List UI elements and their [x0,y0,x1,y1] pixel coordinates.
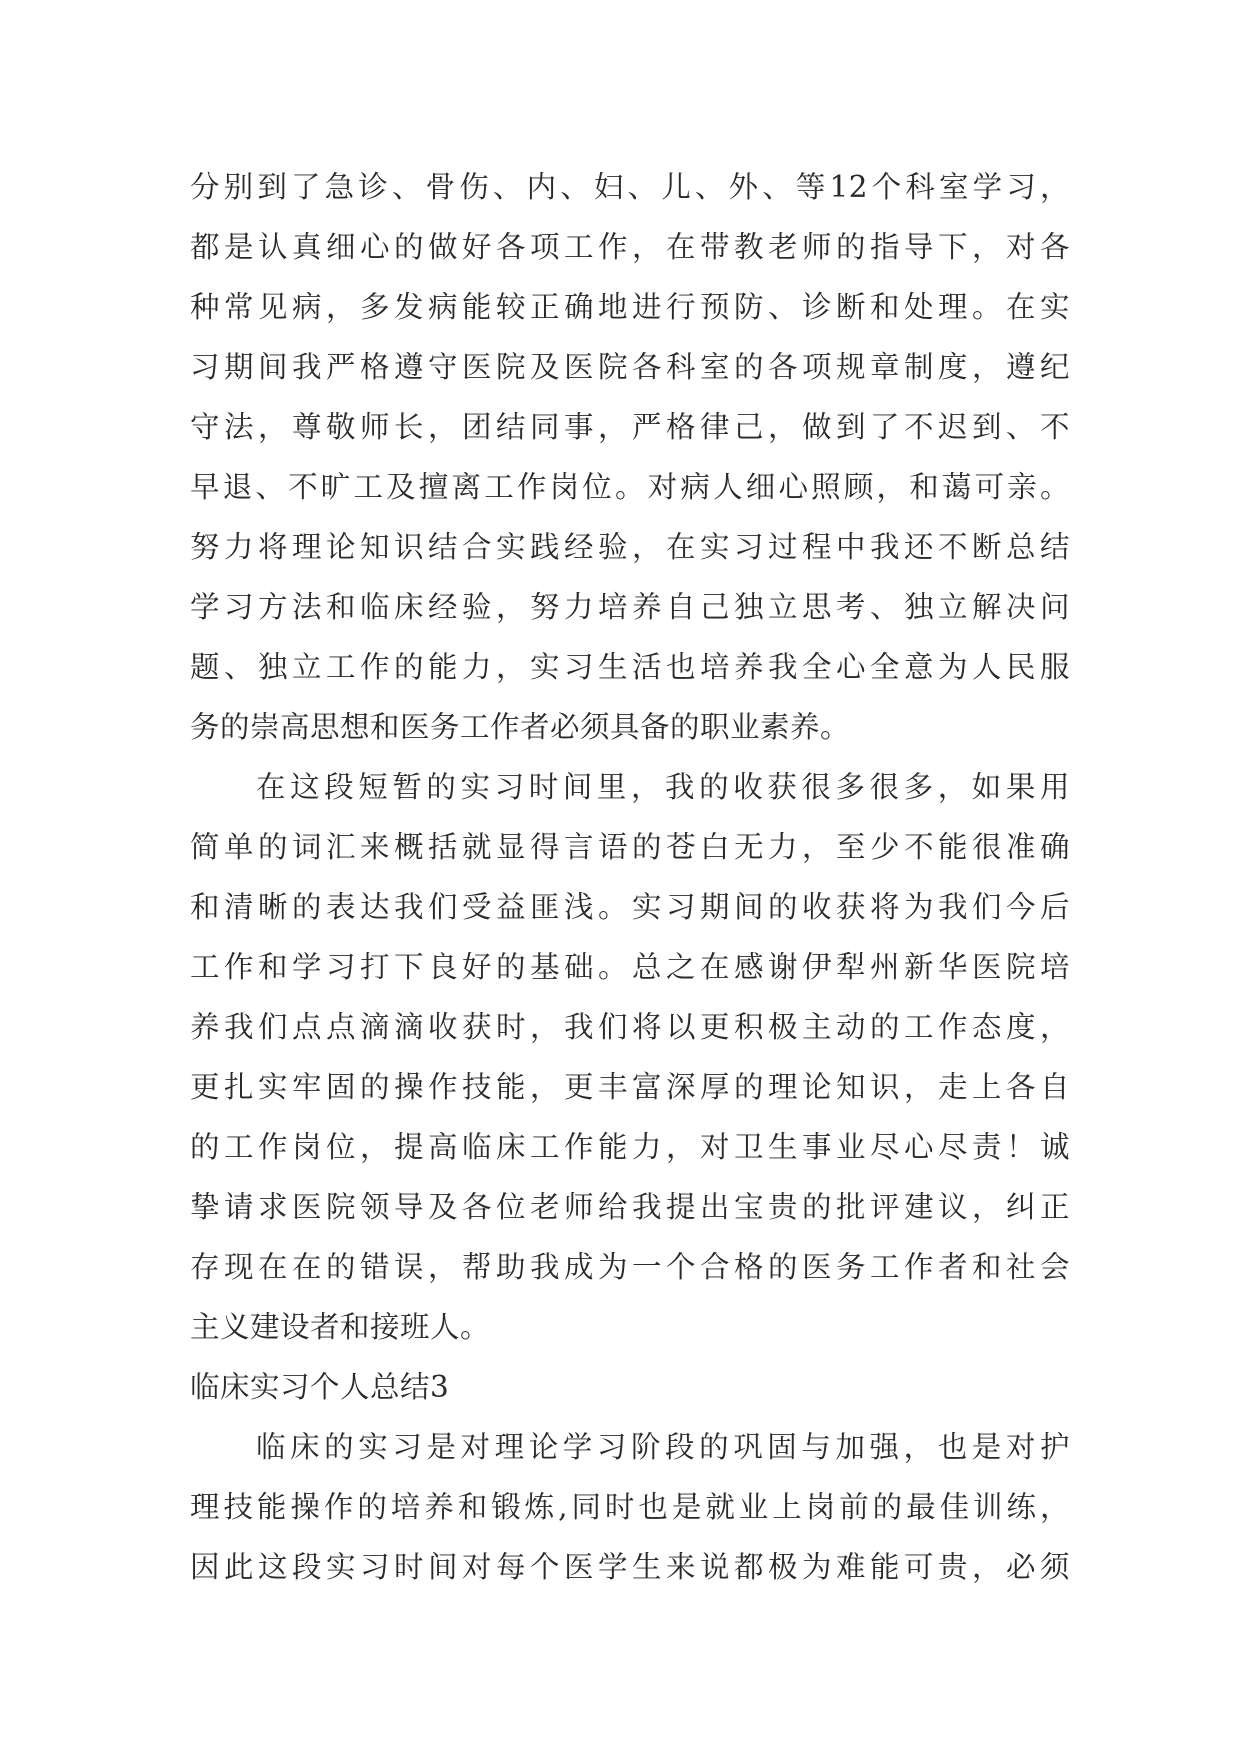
paragraph-line: 在这段短暂的实习时间里，我的收获很多很多，如果用 [256,770,1070,804]
paragraph-1 [190,157,1070,757]
paragraph-line: 学习方法和临床经验，努力培养自己独立思考、独立解决问 [190,590,1070,624]
paragraph-line: 都是认真细心的做好各项工作，在带教老师的指导下，对各 [190,230,1070,264]
section-heading: 临床实习个人总结3 [190,1370,450,1404]
paragraph-line: 存现在在的错误，帮助我成为一个合格的医务工作者和社会 [190,1250,1070,1284]
document-body [190,157,1070,1597]
paragraph-line: 务的崇高思想和医务工作者必须具备的职业素养。 [190,710,851,744]
paragraph-line: 挚请求医院领导及各位老师给我提出宝贵的批评建议，纠正 [190,1190,1070,1224]
paragraph-line: 主义建设者和接班人。 [190,1310,491,1344]
paragraph-line: 因此这段实习时间对每个医学生来说都极为难能可贵，必须 [190,1550,1070,1584]
paragraph-line: 和清晰的表达我们受益匪浅。实习期间的收获将为我们今后 [190,890,1070,924]
paragraph-2 [190,757,1070,1357]
paragraph-line: 理技能操作的培养和锻炼,同时也是就业上岗前的最佳训练， [190,1490,1070,1524]
paragraph-line: 早退、不旷工及擅离工作岗位。对病人细心照顾，和蔼可亲。 [190,470,1070,504]
paragraph-line: 养我们点点滴滴收获时，我们将以更积极主动的工作态度， [190,1010,1070,1044]
paragraph-line: 简单的词汇来概括就显得言语的苍白无力，至少不能很准确 [190,830,1070,864]
paragraph-line: 更扎实牢固的操作技能，更丰富深厚的理论知识，走上各自 [190,1070,1070,1104]
paragraph-line: 工作和学习打下良好的基础。总之在感谢伊犁州新华医院培 [190,950,1070,984]
paragraph-line: 题、独立工作的能力，实习生活也培养我全心全意为人民服 [190,650,1070,684]
paragraph-line: 的工作岗位，提高临床工作能力，对卫生事业尽心尽责！诚 [190,1130,1070,1164]
paragraph-line: 分别到了急诊、骨伤、内、妇、儿、外、等12个科室学习， [190,170,1070,204]
paragraph-line: 习期间我严格遵守医院及医院各科室的各项规章制度，遵纪 [190,350,1070,384]
paragraph-line: 临床的实习是对理论学习阶段的巩固与加强，也是对护 [256,1430,1070,1464]
paragraph-3 [190,1417,1070,1597]
paragraph-line: 种常见病，多发病能较正确地进行预防、诊断和处理。在实 [190,290,1070,324]
paragraph-line: 守法，尊敬师长，团结同事，严格律己，做到了不迟到、不 [190,410,1070,444]
paragraph-line: 努力将理论知识结合实践经验，在实习过程中我还不断总结 [190,530,1070,564]
